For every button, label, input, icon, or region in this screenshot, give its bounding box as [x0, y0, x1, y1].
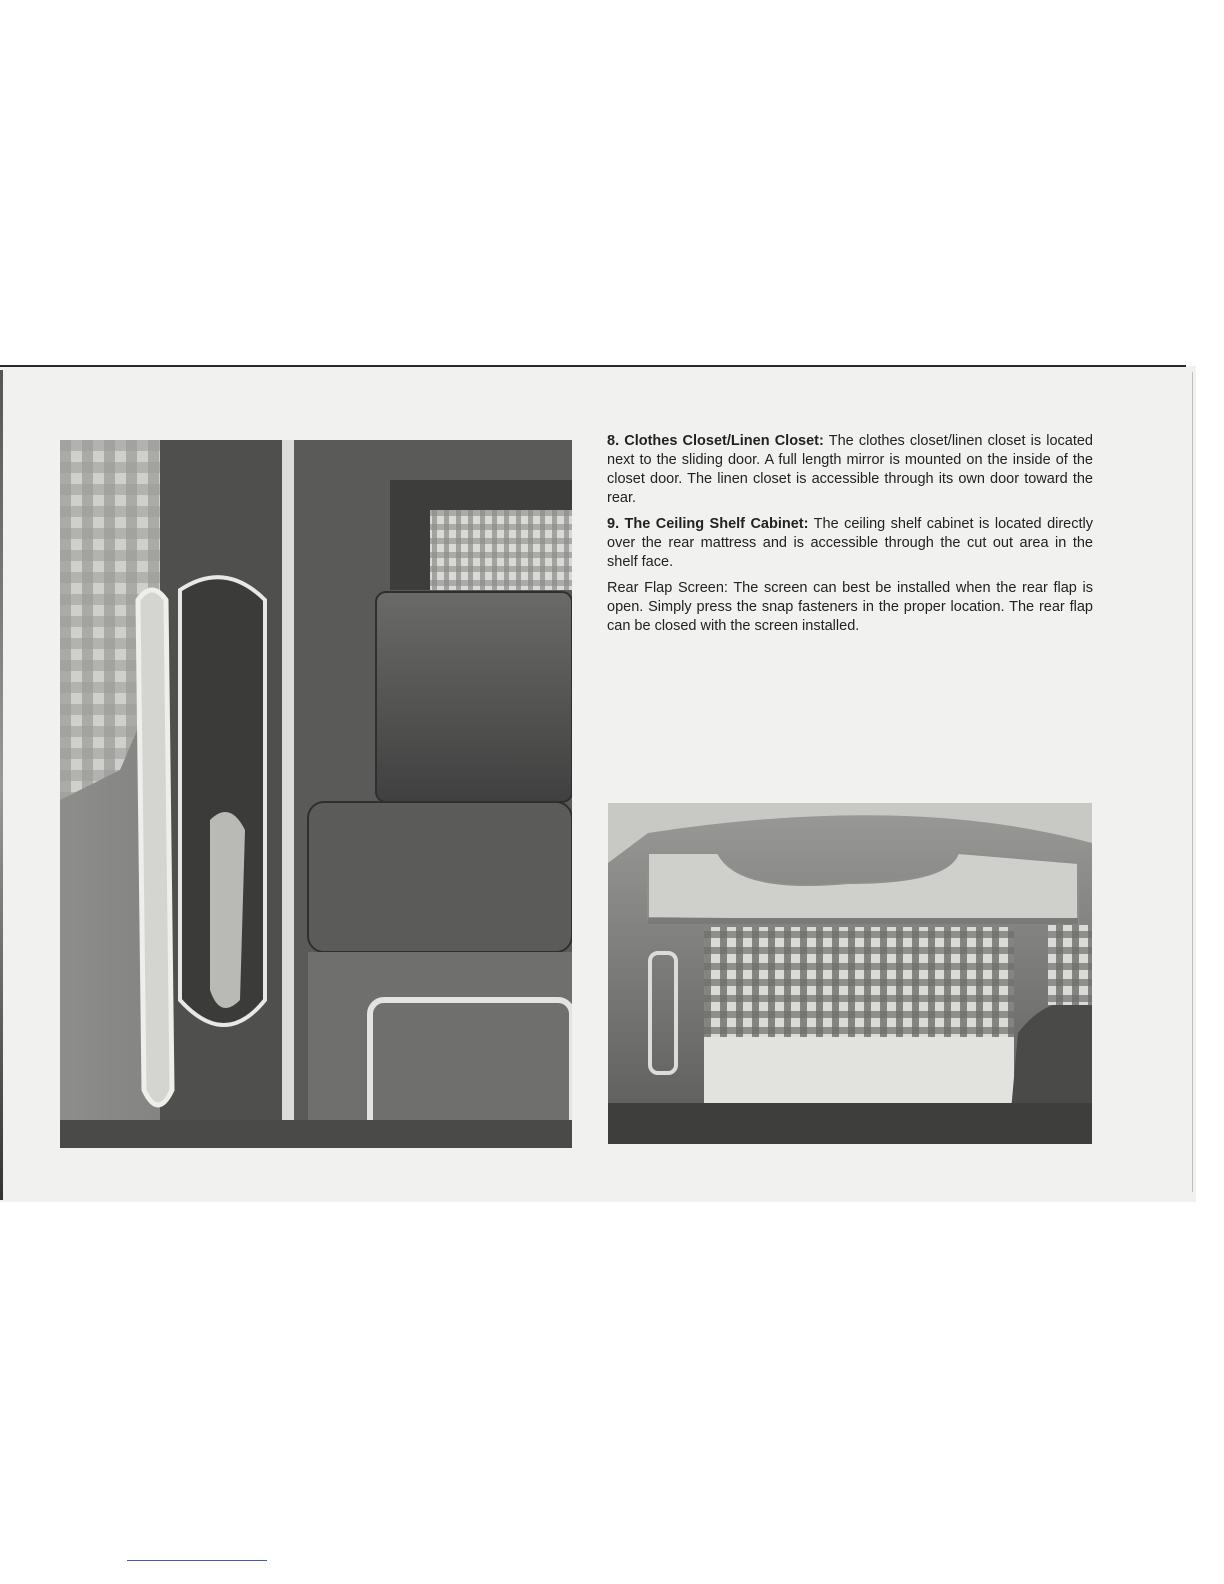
section-clothes-closet: [607, 432, 1093, 508]
closet-photo: [60, 440, 572, 1148]
description-text: [607, 432, 1093, 643]
section-body: The ceiling shelf cabinet is located directly over the rear mattress and is accessible through the cut out area in the shelf face.: [607, 516, 1093, 570]
ceiling-shelf-photo: [608, 803, 1092, 1144]
section-rear-flap-screen: [607, 579, 1093, 636]
section-body: Rear Flap Screen: The screen can best be installed when the rear flap is open. Simply press the snap fasteners in the proper location. The rear flap can be closed with the screen installed.: [607, 580, 1093, 634]
hyperlink-underline[interactable]: [127, 1560, 267, 1561]
section-heading: 8. Clothes Closet/Linen Closet:: [607, 433, 824, 449]
page-right-edge: [1192, 372, 1193, 1192]
page-top-edge: [0, 365, 1186, 367]
section-ceiling-shelf: [607, 515, 1093, 572]
section-body: The clothes closet/linen closet is located next to the sliding door. A full length mirror is mounted on the inside of the closet door. The linen closet is accessible through its own door toward the rear.: [607, 433, 1093, 506]
section-heading: 9. The Ceiling Shelf Cabinet:: [607, 516, 809, 532]
page-left-edge: [0, 370, 3, 1200]
